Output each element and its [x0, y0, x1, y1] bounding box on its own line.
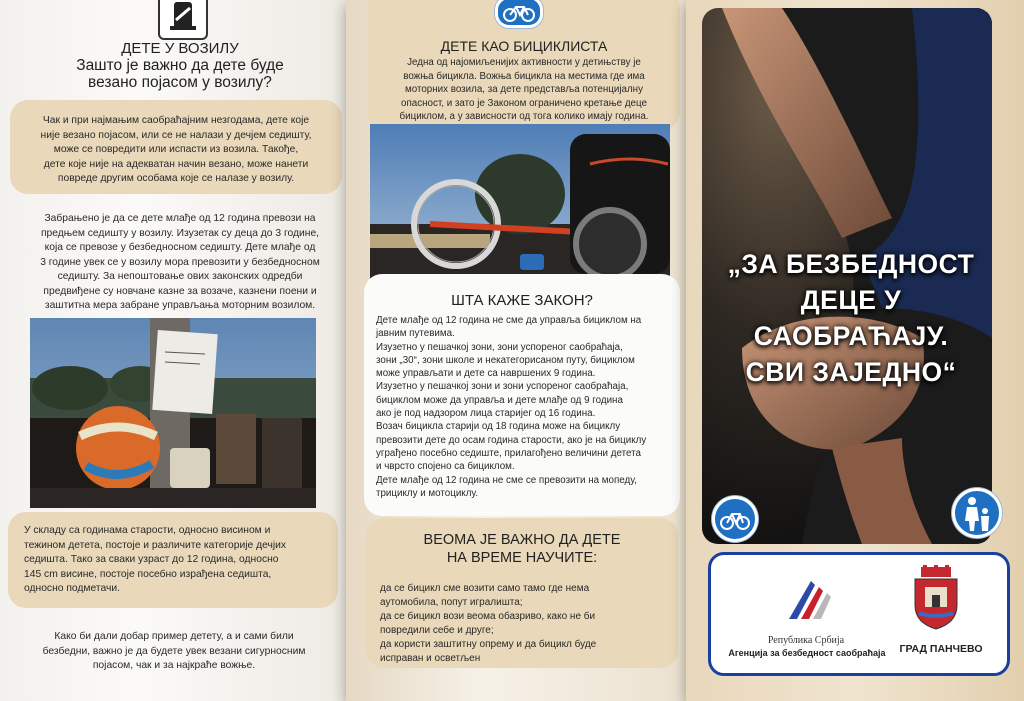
cover-slogan [716, 246, 986, 390]
slogan-line: СВИ ЗАЈЕДНО“ [745, 357, 957, 387]
info-box-text: У складу са годинама старости, односно висином и тежином детета, постоје и различите категорије дечјих седишта. Тако за сваки узраст до 12 година, односно 145 cm висине, постоје посебно израђена седишта, односно подметачи. [24, 525, 287, 594]
slogan-line: САОБРАЋАЈУ. [753, 321, 949, 351]
learn-box [366, 518, 678, 668]
child-seat-sign [158, 0, 208, 40]
city-name: ГРАД ПАНЧЕВО [899, 643, 983, 655]
learn-text: да се бицикл сме возити само тамо где нема аутомобила, попут игралишта; да се бицикл вози веома обазриво, како не би повредили себе и друге; да користи заштитну опрему и да бицикл буде исправан и осветљен [380, 583, 597, 664]
logos-box [708, 552, 1010, 676]
law-text: Дете млађе од 12 година не сме да управља бициклом на јавним путевима. Изузетно у пешачкој зони, зони успореног саобраћаја, зони „30“, зони школе и некатегорисаном путу, бициклом може управљати и дете са навршених 9 година. Изузетно у пешачкој зони и зони успореног саобраћаја, бициклом може да управља и дете млађе од 9 година ако је под надзором лица старијег од 16 година. Возач бицикла старији од 18 година може на бициклу превозити дете до осам година старости, ако је на бициклу уграђено посебно седиште, прилагођено величини детета и чврсто спојено са бициклом. Дете млађе од 12 година не сме се превозити на мопеду, трициклу и мотоциклу. [376, 315, 647, 499]
agency-logo [781, 575, 841, 625]
law-box [364, 274, 680, 516]
info-box-child-seats [8, 512, 338, 608]
law-paragraph: Забрањено је да се дете млађе од 12 година превози на предњем седишту у возилу. Изузетак су деца до 3 године, која се превозе у безбедносном седишту. Дете млађе од 3 године увек се у возилу мора превозити у безбедносном седишту. За непоштовање ових законских одредби предвиђене су новчане казне за возаче, казнени поени и заштитна мера забране управљања моторним возилом. [40, 213, 320, 311]
child-seat-icon [160, 0, 206, 36]
info-box-seatbelt [10, 100, 342, 194]
photo-memorial-toys [30, 318, 316, 508]
section-heading: ВЕОМА ЈЕ ВАЖНО ДА ДЕТЕ [423, 532, 621, 548]
panel-title: ДЕТЕ У ВОЗИЛУ [121, 40, 239, 57]
agency-name: Агенција за безбедност саобраћаја [728, 648, 886, 658]
intro-box [368, 0, 680, 130]
agency-country: Република Србија [767, 635, 845, 646]
pedestrian-child-icon [955, 491, 999, 535]
bicycle-icon [498, 0, 540, 25]
closing-paragraph: Како би дали добар пример детету, а и сами били безбедни, важно је да будете увек везани сигурносним појасом, чак и за најкраће вожње. [42, 631, 306, 671]
info-box-text: Чак и при најмањим саобраћајним незгодама, дете које није везано појасом, или се не налази у дечјем седишту, може се повредити или испасти из возила. Такође, дете које није на адекватан начин везано, може нанети повреде другим особама које се налазе у возилу. [40, 115, 312, 184]
photo-bicycle-street [370, 124, 670, 286]
pedestrian-sign [952, 488, 1002, 538]
brochure-panel-left [0, 0, 346, 701]
intro-text: Једна од најомиљенијих активности у детињству је вожња бицикла. Вожња бициклa на местима где има моторних возила, за дете представља потенцијалну опасност, и зато је Законом ограничено кретање деце бициклом, а у зависности од тога колико имају година. [399, 57, 649, 122]
bicycle-icon [715, 499, 755, 539]
panel-subtitle: везано појасом у возилу? [88, 74, 272, 91]
section-heading: ШТА КАЖЕ ЗАКОН? [451, 292, 593, 309]
panel-subtitle: Зашто је важно да дете буде [76, 57, 284, 74]
slogan-line: „ЗА БЕЗБЕДНОСТ [727, 249, 975, 279]
section-heading: НА ВРЕМЕ НАУЧИТЕ: [446, 550, 598, 566]
brochure-panel-cover [686, 0, 1024, 701]
bicycle-sign [712, 496, 758, 542]
panel-title: ДЕТЕ КАО БИЦИКЛИСТА [440, 38, 608, 54]
slogan-line: ДЕЦЕ У [800, 285, 902, 315]
brochure-panel-middle [346, 0, 686, 701]
bicycle-sign [495, 0, 543, 28]
pancevo-coat-of-arms [911, 565, 961, 631]
